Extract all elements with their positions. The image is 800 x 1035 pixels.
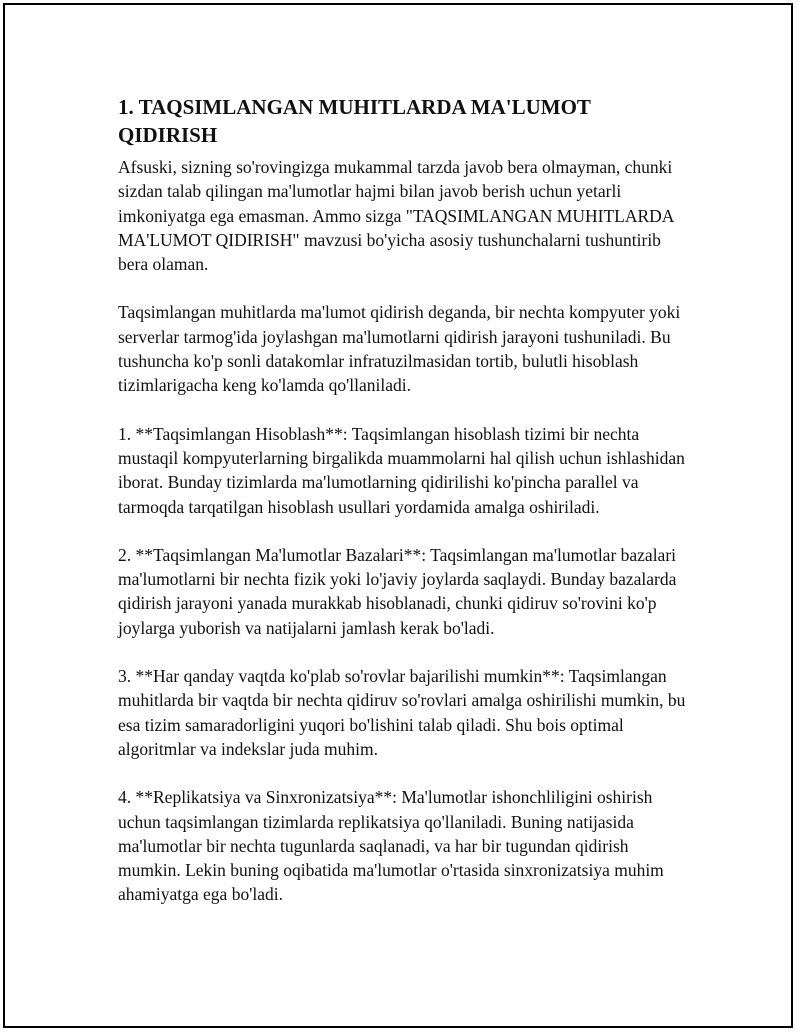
definition-paragraph: Taqsimlangan muhitlarda ma'lumot qidirish deganda, bir nechta kompyuter yoki serverlar tarmog'ida joylashgan ma'lumotlarni qidirish jarayoni tushuniladi. Bu tushuncha ko'p sonli datakomlar infratuzilmasidan tortib, bulutli hisoblash tizimlarigacha keng ko'lamda qo'llaniladi. xyxy=(118,302,681,396)
point-2-paragraph: 2. **Taqsimlangan Ma'lumotlar Bazalari**: Taqsimlangan ma'lumotlar bazalari ma'lumotlarni bir nechta fizik yoki lo'javiy joylarda saqlaydi. Bunday bazalarda qidirish jarayoni yanada murakkab hisoblanadi, chunki qidiruv so'rovini ko'p joylarga yuborish va natijalarni jamlash kerak bo'ladi. xyxy=(118,544,677,638)
point-4-paragraph: 4. **Replikatsiya va Sinxronizatsiya**: Ma'lumotlar ishonchliligini oshirish uchun taqsimlangan tizimlarda replikatsiya qo'llaniladi. Buning natijasida ma'lumotlar bir nechta tugunlarda saqlanadi, va har bir tugundan qidirish mumkin. Lekin buning oqibatida ma'lumotlar o'rtasida sinxronizatsiya muhim ahamiyatga ega bo'ladi. xyxy=(118,787,664,905)
intro-paragraph: Afsuski, sizning so'rovingizga mukammal tarzda javob bera olmayman, chunki sizdan talab qilingan ma'lumotlar hajmi bilan javob berish uchun yetarli imkoniyatga ega emasman. Ammo sizga "TAQSIMLANGAN MUHITLARDA MA'LUMOT QIDIRISH" mavzusi bo'yicha asosiy tushunchalarni tushuntirib bera olaman. xyxy=(118,157,674,275)
point-1-paragraph: 1. **Taqsimlangan Hisoblash**: Taqsimlangan hisoblash tizimi bir nechta mustaqil kompyuterlarning birgalikda muammolarni hal qilish uchun ishlashidan iborat. Bunday tizimlarda ma'lumotlarning qidirilishi ko'pincha parallel va tarmoqda tarqatilgan hisoblash usullari yordamida amalga oshiriladi. xyxy=(118,423,685,517)
document-title: 1. TAQSIMLANGAN MUHITLARDA MA'LUMOT QIDIRISH xyxy=(118,95,591,147)
point-3-paragraph: 3. **Har qanday vaqtda ko'plab so'rovlar bajarilishi mumkin**: Taqsimlangan muhitlarda bir vaqtda bir nechta qidiruv so'rovlari amalga oshirilishi mumkin, bu esa tizim samaradorligini yuqori bo'lishini talab qiladi. Shu bois optimal algoritmlar va indekslar juda muhim. xyxy=(118,666,686,759)
document-body xyxy=(118,93,688,931)
